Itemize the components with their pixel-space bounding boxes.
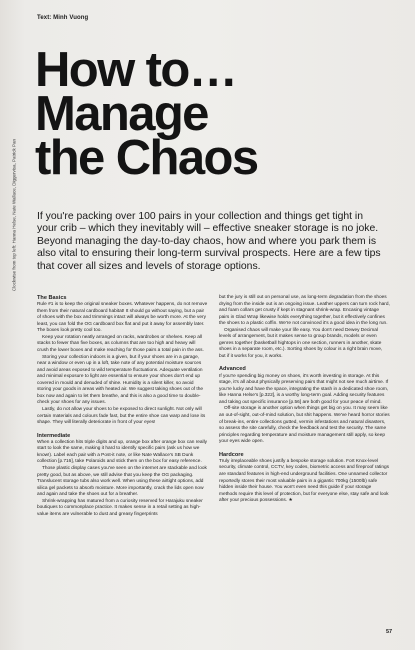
photo-credit: Clockwise from top left: Hanna Helse, Nate Wallace, Diggervisa, Patrick Pan bbox=[11, 138, 17, 292]
body-paragraph: Rule #1 is to keep the original sneaker boxes. Whatever happens, do not remove them from their natural cardboard habitat! It should go without saying, but a pair of shoes with the box and trimmings intact will always be worth more. At the very least, you can fold the OG cardboard box flat and put it away for assembly later. The boxes look pretty cool too. bbox=[37, 302, 208, 334]
section-heading-hardcore: Hardcore bbox=[219, 451, 244, 458]
section-heading-advanced: Advanced bbox=[219, 366, 246, 373]
left-column bbox=[37, 295, 208, 518]
body-paragraph: When a collection hits triple digits and up, orange box after orange box can really start to look the same, making it hard to identify specific pairs (ask us how we know!). Label each pair with a Post-it note, or like Nate Wallace's SB Dunk collection [p.716], take Polaroids and stick them on the box for easy reference. bbox=[37, 439, 208, 465]
body-paragraph: Off-site storage is another option when things get big on you. It may seem like an out-of-sight, out-of-mind solution, but shit happens. We've heard horror stories of break-ins, entire collections gutted, vermin infestations and natural disasters, so assess the site carefully, check the feedback and test the security. The same principles regarding temperature and moisture management still apply, so keep your eyes wide open. bbox=[219, 406, 390, 445]
body-paragraph: Organised chaos will make your life easy. You don't need Dewey Decimal levels of arrangement, but it makes sense to group brands, models or even genres together (basketball hightops in one section, runners in another, skate shoes in a separate room, etc.). Sorting shoes by colour is a right brain move, but if it works for you, it works. bbox=[219, 327, 383, 359]
body-paragraph: Shrink-wrapping has matured from a curiosity reserved for Harajuku sneaker boutiques to commonplace practice. It makes sense in a retail setting as high-value items are vulnerable to dust and greasy fingerprints bbox=[37, 498, 203, 517]
body-paragraph: Keep your rotation neatly arranged on racks, wardrobes or shelves. Keep all stacks to fewer than five boxes, as columns that are too high and heavy will crush the lower boxes and make reaching for those pairs a total pain in the ass. bbox=[37, 334, 204, 354]
author-credit: Text: Minh Vuong bbox=[37, 15, 89, 21]
headline-line-2: Manage bbox=[35, 87, 208, 141]
body-paragraph: but the jury is still out on personal use, as long-term degradation from the shoes drying from the inside out is an ongoing issue. Leather uppers can turn rock hard, and foam collars get crusty if kept in stagnant shrink-wrap. Encasing vintage pairs in Glad Wrap likewise holds everything together, but it effectively confines the shoes to a plastic coffin. We're not convinced it's a good idea in the long run. bbox=[219, 295, 390, 327]
body-paragraph: Lastly, do not allow your shoes to be exposed to direct sunlight. Not only will certain materials and colours fade fast, but the entire shoe can warp and lose its shape. They will literally deteriorate in front of your eyes! bbox=[37, 406, 206, 426]
body-paragraph: Those plastic display cases you've seen on the internet are stackable and look pretty good, but as above, we still advise that you keep the OG packaging. Translucent storage tubs also work well. When using these airtight options, add silica gel packets to absorb moisture. More importantly, crack the lids open now and again and take the shoes out for a breather. bbox=[37, 465, 207, 498]
body-paragraph bbox=[219, 459, 390, 505]
end-mark: ★ bbox=[288, 498, 293, 504]
intro-paragraph: If you're packing over 100 pairs in your collection and things get tight in your crib – which they inevitably will – effective sneaker storage is no joke. Beyond managing the day-to-day chaos, how and where you park them is also vital to ensuring their long-term survival prospects. Here are a few tips that cover all sizes and levels of storage options. bbox=[37, 211, 381, 272]
section-heading-intermediate: Intermediate bbox=[37, 432, 71, 439]
body-paragraph: Storing your collection indoors is a given, but if your shoes are in a garage, near a window or even up in a loft, take note of any potential moisture sources and avoid areas exposed to wild temperature fluctuations. Adequate ventilation and minimal exposure to light are essential to ensure your shoes don't end up covered in mould and denuded of shine. Humidity is a silent killer, so avoid storing your goods in areas with heated air. We suggest taking shoes out of the box now and again to let them breathe, and this is also a good time to double-check your shoes for any issues. bbox=[37, 354, 203, 406]
right-column bbox=[219, 295, 390, 505]
headline-line-1: How to… bbox=[35, 43, 237, 97]
headline bbox=[35, 43, 258, 185]
body-paragraph: If you're spending big money on shoes, it's worth investing in storage. At this stage, it's all about physically preserving pairs that might not see much airtime. If you're lucky and have the space, integrating the stash in a dedicated shoe room, like Hanna Helse's [p.322], is a worthy long-term goal. Adding security features and taking out specific insurance [p.56] are both good for your peace of mind. bbox=[219, 373, 389, 405]
headline-line-3: the Chaos bbox=[35, 131, 258, 185]
hardcore-text: Truly irreplaceable shoes justify a bespoke storage solution. Fort Knox-level security, climate control, CCTV, key codes, biometric access and fireproof ratings are standard features in high-end underground facilities. One unnamed collector reportedly stores their most valuable pairs in a gigantic 700kg (1500lb) safe hidden inside their house. You won't even need this guide if your storage methods require this level of protection, but for everyone else, stay safe and look after your precious possessions. bbox=[219, 458, 390, 504]
section-heading-basics: The Basics bbox=[37, 295, 67, 301]
page-number: 57 bbox=[386, 629, 393, 635]
